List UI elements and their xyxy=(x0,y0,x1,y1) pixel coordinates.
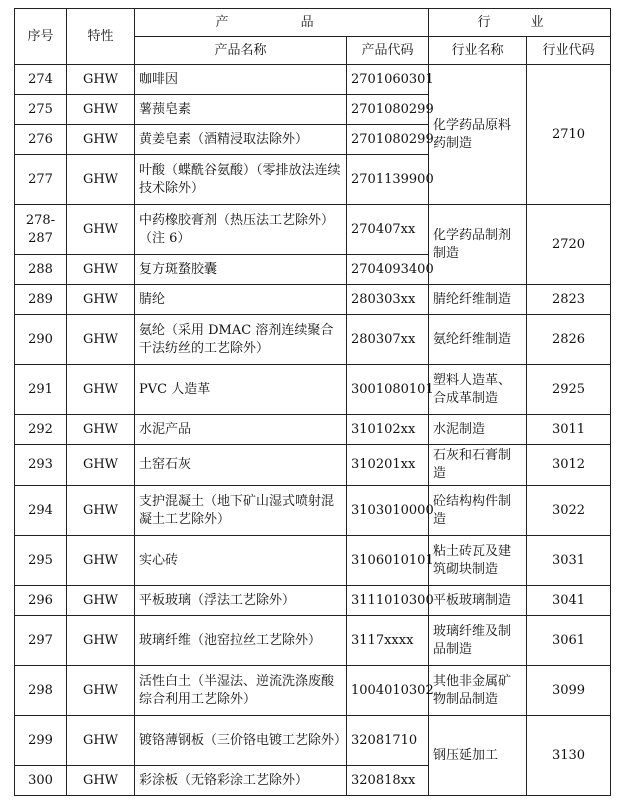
cell-property: GHW xyxy=(67,315,135,365)
table-row xyxy=(15,205,611,255)
cell-industry-name: 石灰和石膏制造 xyxy=(429,445,527,486)
cell-seq: 276 xyxy=(15,125,67,155)
cell-property: GHW xyxy=(67,766,135,796)
cell-industry-name: 钢压延加工 xyxy=(429,716,527,796)
cell-industry-name: 水泥制造 xyxy=(429,415,527,445)
table-row xyxy=(15,666,611,716)
header-product-group: 产 品 xyxy=(135,9,429,37)
cell-product-name: PVC 人造革 xyxy=(135,365,347,415)
cell-seq: 293 xyxy=(15,445,67,486)
cell-industry-name: 腈纶纤维制造 xyxy=(429,285,527,315)
cell-industry-code: 3031 xyxy=(527,536,611,586)
cell-product-code: 2701080299 xyxy=(347,95,429,125)
cell-seq: 292 xyxy=(15,415,67,445)
cell-product-name: 实心砖 xyxy=(135,536,347,586)
cell-industry-code: 3061 xyxy=(527,616,611,666)
cell-seq: 297 xyxy=(15,616,67,666)
cell-seq: 299 xyxy=(15,716,67,766)
table-row xyxy=(15,285,611,315)
cell-property: GHW xyxy=(67,65,135,95)
cell-seq: 290 xyxy=(15,315,67,365)
cell-industry-code: 3099 xyxy=(527,666,611,716)
cell-property: GHW xyxy=(67,155,135,205)
cell-product-code: 310201xx xyxy=(347,445,429,486)
cell-industry-name: 平板玻璃制造 xyxy=(429,586,527,616)
cell-product-name: 咖啡因 xyxy=(135,65,347,95)
cell-industry-name: 化学药品制剂制造 xyxy=(429,205,527,285)
cell-seq: 300 xyxy=(15,766,67,796)
cell-property: GHW xyxy=(67,486,135,536)
cell-product-name: 叶酸（蝶酰谷氨酸）（零排放法连续技术除外） xyxy=(135,155,347,205)
table-row xyxy=(15,445,611,486)
table-row xyxy=(15,536,611,586)
cell-property: GHW xyxy=(67,285,135,315)
cell-industry-name: 塑料人造革、合成革制造 xyxy=(429,365,527,415)
table-row xyxy=(15,716,611,766)
cell-product-code: 3106010101 xyxy=(347,536,429,586)
cell-property: GHW xyxy=(67,95,135,125)
cell-industry-code: 2925 xyxy=(527,365,611,415)
cell-seq: 288 xyxy=(15,255,67,285)
table-row xyxy=(15,486,611,536)
header-seq: 序号 xyxy=(15,9,67,65)
cell-product-code: 3103010000 xyxy=(347,486,429,536)
cell-seq: 277 xyxy=(15,155,67,205)
cell-property: GHW xyxy=(67,205,135,255)
cell-property: GHW xyxy=(67,125,135,155)
cell-industry-code: 3012 xyxy=(527,445,611,486)
cell-seq: 275 xyxy=(15,95,67,125)
cell-property: GHW xyxy=(67,445,135,486)
cell-seq: 295 xyxy=(15,536,67,586)
cell-product-name: 土窑石灰 xyxy=(135,445,347,486)
header-industry-group: 行 业 xyxy=(429,9,611,37)
cell-product-name: 薯蓣皂素 xyxy=(135,95,347,125)
cell-product-code: 1004010302 xyxy=(347,666,429,716)
cell-industry-code: 3130 xyxy=(527,716,611,796)
table-row xyxy=(15,65,611,95)
cell-product-name: 活性白土（半湿法、逆流洗涤废酸综合利用工艺除外） xyxy=(135,666,347,716)
table-row xyxy=(15,365,611,415)
cell-product-name: 支护混凝土（地下矿山湿式喷射混凝土工艺除外） xyxy=(135,486,347,536)
cell-property: GHW xyxy=(67,255,135,285)
header-product-code: 产品代码 xyxy=(347,37,429,65)
cell-industry-name: 化学药品原料药制造 xyxy=(429,65,527,205)
cell-property: GHW xyxy=(67,666,135,716)
cell-seq: 298 xyxy=(15,666,67,716)
cell-product-code: 3117xxxx xyxy=(347,616,429,666)
table-row xyxy=(15,415,611,445)
header-property: 特性 xyxy=(67,9,135,65)
cell-seq: 294 xyxy=(15,486,67,536)
cell-industry-code: 2826 xyxy=(527,315,611,365)
product-industry-table xyxy=(14,8,611,796)
cell-product-code: 270407xx xyxy=(347,205,429,255)
cell-industry-name: 砼结构构件制造 xyxy=(429,486,527,536)
cell-product-name: 彩涂板（无铬彩涂工艺除外） xyxy=(135,766,347,796)
cell-product-code: 32081710 xyxy=(347,716,429,766)
cell-product-name: 平板玻璃（浮法工艺除外） xyxy=(135,586,347,616)
table-row xyxy=(15,586,611,616)
cell-seq: 274 xyxy=(15,65,67,95)
cell-seq: 291 xyxy=(15,365,67,415)
cell-product-name: 氨纶（采用 DMAC 溶剂连续聚合干法纺丝的工艺除外） xyxy=(135,315,347,365)
cell-seq: 296 xyxy=(15,586,67,616)
cell-industry-code: 3041 xyxy=(527,586,611,616)
cell-industry-name: 玻璃纤维及制品制造 xyxy=(429,616,527,666)
cell-property: GHW xyxy=(67,415,135,445)
cell-property: GHW xyxy=(67,586,135,616)
cell-product-name: 黄姜皂素（酒精浸取法除外） xyxy=(135,125,347,155)
cell-product-name: 水泥产品 xyxy=(135,415,347,445)
cell-product-code: 2701060301 xyxy=(347,65,429,95)
table-row xyxy=(15,616,611,666)
cell-property: GHW xyxy=(67,716,135,766)
cell-product-name: 中药橡胶膏剂（热压法工艺除外）（注 6） xyxy=(135,205,347,255)
cell-industry-code: 3011 xyxy=(527,415,611,445)
cell-industry-code: 2823 xyxy=(527,285,611,315)
cell-industry-code: 3022 xyxy=(527,486,611,536)
cell-property: GHW xyxy=(67,536,135,586)
cell-product-code: 3111010300 xyxy=(347,586,429,616)
cell-product-name: 腈纶 xyxy=(135,285,347,315)
cell-product-code: 2704093400 xyxy=(347,255,429,285)
cell-property: GHW xyxy=(67,365,135,415)
cell-product-name: 玻璃纤维（池窑拉丝工艺除外） xyxy=(135,616,347,666)
cell-product-code: 280303xx xyxy=(347,285,429,315)
cell-industry-name: 其他非金属矿物制品制造 xyxy=(429,666,527,716)
header-product-name: 产品名称 xyxy=(135,37,347,65)
cell-product-code: 280307xx xyxy=(347,315,429,365)
cell-industry-code: 2720 xyxy=(527,205,611,285)
header-industry-code: 行业代码 xyxy=(527,37,611,65)
cell-product-code: 2701139900 xyxy=(347,155,429,205)
cell-seq: 289 xyxy=(15,285,67,315)
cell-product-name: 复方斑蝥胶囊 xyxy=(135,255,347,285)
cell-product-code: 3001080101 xyxy=(347,365,429,415)
cell-industry-code: 2710 xyxy=(527,65,611,205)
cell-product-name: 镀铬薄钢板（三价铬电镀工艺除外） xyxy=(135,716,347,766)
cell-industry-name: 氨纶纤维制造 xyxy=(429,315,527,365)
cell-seq: 278-287 xyxy=(15,205,67,255)
cell-product-code: 310102xx xyxy=(347,415,429,445)
cell-property: GHW xyxy=(67,616,135,666)
cell-product-code: 2701080299 xyxy=(347,125,429,155)
header-row-group xyxy=(15,9,611,37)
cell-industry-name: 粘土砖瓦及建筑砌块制造 xyxy=(429,536,527,586)
table-row xyxy=(15,315,611,365)
cell-product-code: 320818xx xyxy=(347,766,429,796)
header-industry-name: 行业名称 xyxy=(429,37,527,65)
